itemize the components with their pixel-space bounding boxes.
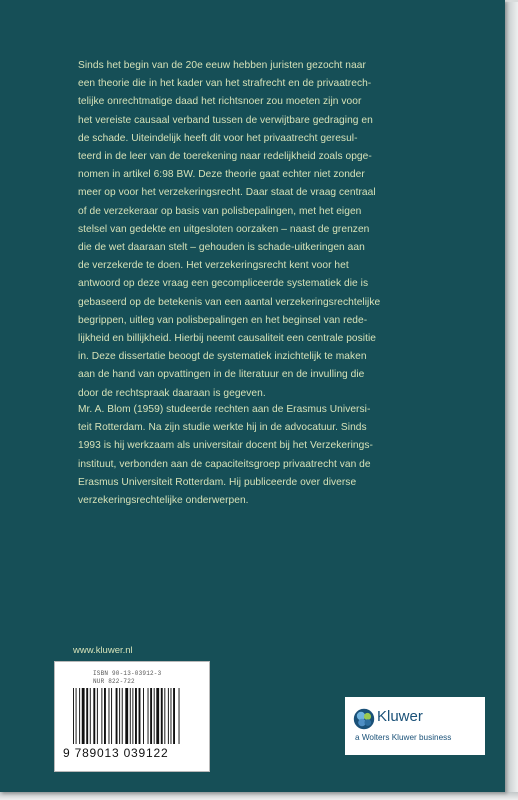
barcode-bar bbox=[168, 688, 169, 744]
barcode-bar bbox=[119, 688, 120, 744]
barcode-bar bbox=[161, 688, 163, 744]
barcode-bar bbox=[139, 688, 141, 744]
publisher-name: Kluwer bbox=[377, 708, 423, 725]
text-line: Sinds het begin van de 20e eeuw hebben juristen gezocht naar bbox=[78, 60, 366, 71]
barcode-bars bbox=[73, 688, 197, 744]
barcode bbox=[63, 670, 197, 761]
text-line: begrippen, uitleg van polisbepalingen en het beginsel van rede- bbox=[78, 314, 368, 326]
text-line: de verzekerde te doen. Het verzekeringsrecht kent voor het bbox=[78, 260, 349, 272]
text-line: Mr. A. Blom (1959) studeerde rechten aan de Erasmus Universi- bbox=[78, 404, 371, 415]
publisher-logo-box bbox=[345, 697, 485, 755]
text-line: of de verzekeraar op basis van polisbepalingen, met het eigen bbox=[78, 205, 362, 217]
barcode-bar bbox=[148, 688, 149, 744]
kluwer-globe-icon bbox=[353, 708, 375, 730]
barcode-bar bbox=[76, 688, 77, 744]
text-line: teerd in de leer van de toerekening naar redelijkheid zoals opge- bbox=[78, 151, 372, 163]
book-blurb bbox=[78, 57, 438, 403]
barcode-bar bbox=[93, 688, 95, 744]
text-line: door de rechtspraak daaraan is gegeven. bbox=[78, 387, 266, 399]
text-line: het vereiste causaal verband tussen de verwijtbare gedraging en bbox=[78, 114, 373, 126]
book-edge bbox=[505, 2, 518, 800]
barcode-bar bbox=[164, 688, 165, 744]
text-line: die de wet daaraan stelt – gehouden is schade-uitkeringen aan bbox=[78, 242, 365, 254]
text-line: in. Deze dissertatie beoogt de systematiek inzichtelijk te maken bbox=[78, 351, 367, 363]
text-line: meer op voor het verzekeringsrecht. Daar staat de vraag centraal bbox=[78, 187, 376, 199]
barcode-bar bbox=[156, 688, 159, 744]
text-line: antwoord op deze vraag een gecompliceerde systematiek die is bbox=[78, 278, 369, 290]
barcode-bar bbox=[135, 688, 137, 744]
barcode-bar bbox=[150, 688, 152, 744]
isbn-text: ISBN 90-13-03912-3 bbox=[93, 670, 162, 677]
barcode-bar bbox=[122, 688, 123, 744]
text-line: telijke onrechtmatige daad het richtsnoer zou moeten zijn voor bbox=[78, 96, 362, 108]
barcode-bar bbox=[109, 688, 110, 744]
barcode-bar bbox=[143, 688, 144, 744]
barcode-bar bbox=[116, 688, 118, 744]
barcode-bar bbox=[179, 688, 180, 744]
barcode-bar bbox=[111, 688, 112, 744]
barcode-bar bbox=[171, 688, 172, 744]
text-line: gebaseerd op de betekenis van een aantal verzekeringsrechtelijke bbox=[78, 296, 381, 308]
text-line: teit Rotterdam. Na zijn studie werkte hij in de advocatuur. Sinds bbox=[78, 422, 367, 434]
publisher-tagline: a Wolters Kluwer business bbox=[355, 733, 452, 742]
barcode-bar bbox=[73, 688, 74, 744]
text-line: de schade. Uiteindelijk heeft dit voor het privaatrecht geresul- bbox=[78, 132, 358, 144]
barcode-bar bbox=[104, 688, 106, 744]
text-line: lijkheid en billijkheid. Hierbij neemt causaliteit een centrale positie bbox=[78, 333, 377, 345]
text-line: aan de hand van opvattingen in de literatuur en de invulling die bbox=[78, 369, 365, 381]
barcode-bar bbox=[130, 688, 131, 744]
barcode-bar bbox=[90, 688, 91, 744]
barcode-sticker bbox=[54, 661, 210, 772]
barcode-bar bbox=[86, 688, 88, 744]
barcode-bar bbox=[125, 688, 128, 744]
author-bio bbox=[78, 401, 438, 510]
publisher-website[interactable]: www.kluwer.nl bbox=[73, 645, 133, 656]
nur-text: NUR 822-722 bbox=[93, 678, 135, 685]
ean-number: 9 789013 039122 bbox=[63, 746, 169, 760]
text-line: instituut, verbonden aan de capaciteitsgroep privaatrecht van de bbox=[78, 458, 371, 470]
text-line: verzekeringsrechtelijke onderwerpen. bbox=[78, 495, 249, 507]
barcode-bar bbox=[79, 688, 80, 744]
barcode-bar bbox=[101, 688, 102, 744]
book-bottom-edge bbox=[0, 792, 518, 800]
text-line: nomen in artikel 6:98 BW. Deze theorie gaat echter niet zonder bbox=[78, 169, 365, 181]
barcode-bar bbox=[82, 688, 85, 744]
barcode-bar bbox=[132, 688, 133, 744]
text-line: 1993 is hij werkzaam als universitair docent bij het Verzekerings- bbox=[78, 440, 373, 452]
barcode-bar bbox=[173, 688, 175, 744]
barcode-bar bbox=[97, 688, 98, 744]
text-line: Erasmus Universiteit Rotterdam. Hij publiceerde over diverse bbox=[78, 476, 357, 488]
barcode-bar bbox=[154, 688, 155, 744]
text-line: een theorie die in het kader van het strafrecht en de privaatrech- bbox=[78, 78, 372, 90]
text-line: stelsel van gedekte en uitgesloten oorzaken – naast de grenzen bbox=[78, 223, 370, 235]
